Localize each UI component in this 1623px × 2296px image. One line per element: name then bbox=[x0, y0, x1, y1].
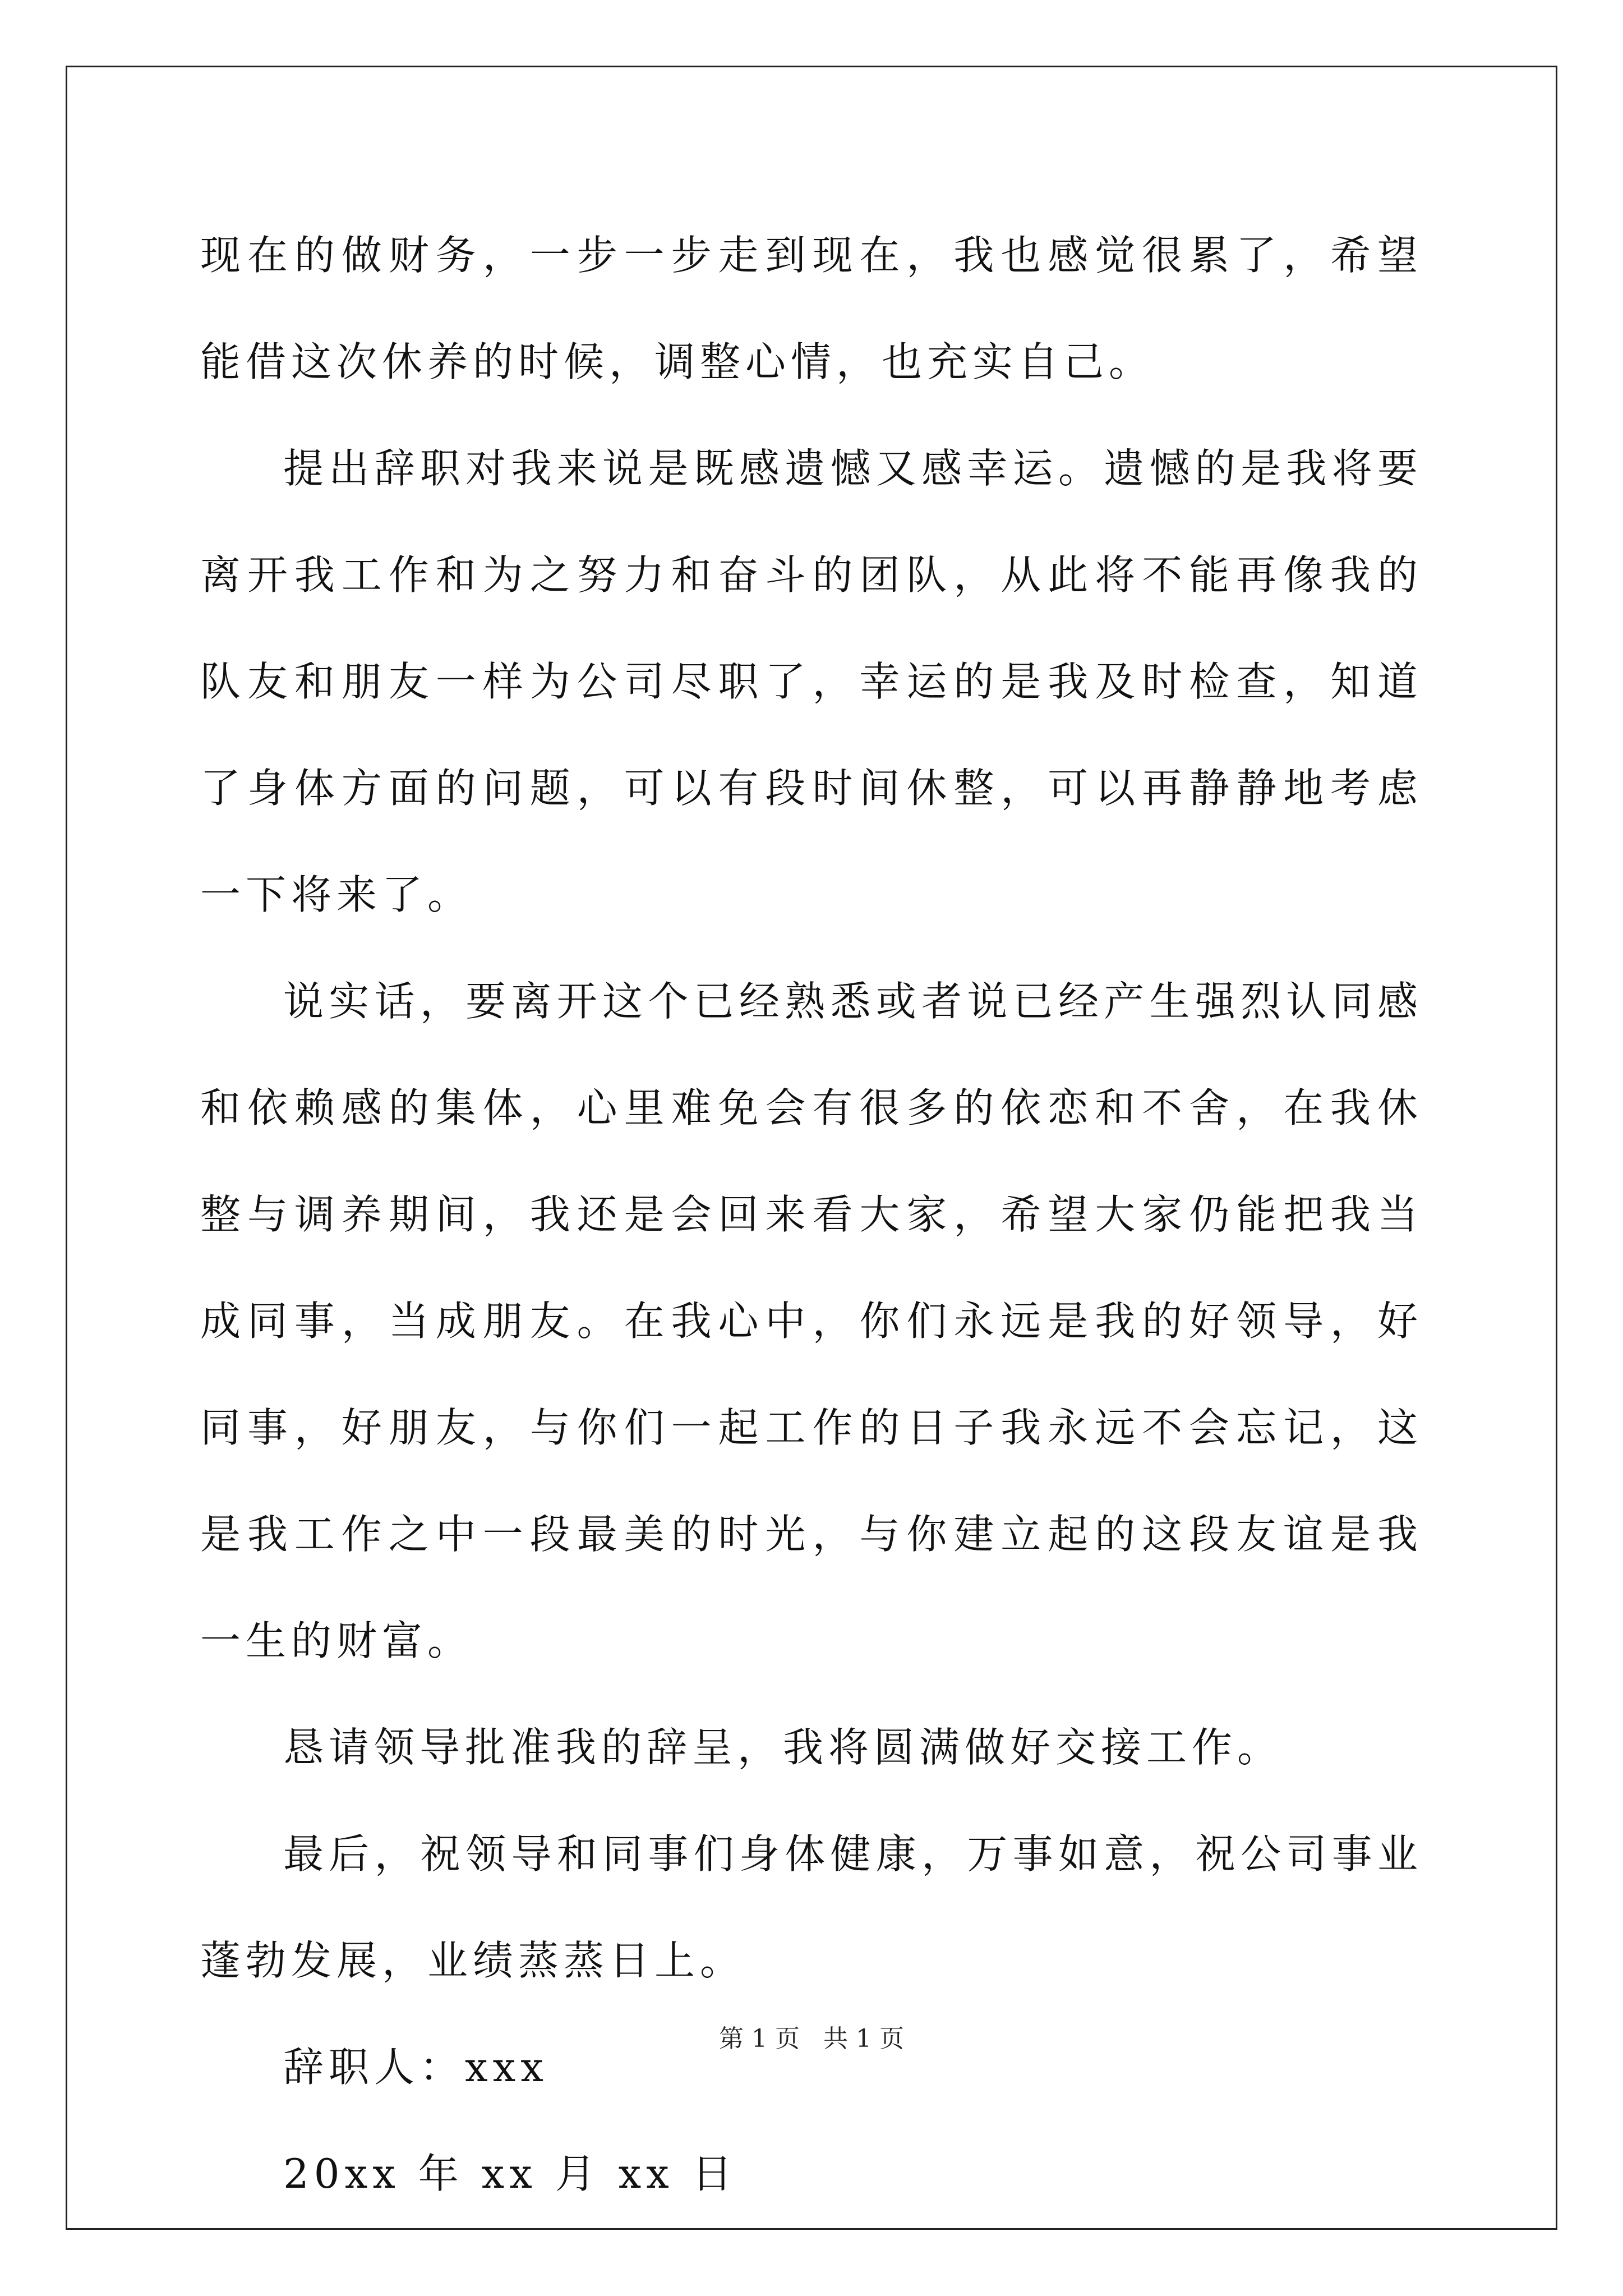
date-line: 20xx 年 xx 月 xx 日 bbox=[283, 2150, 737, 2197]
paragraph: 恳请领导批准我的辞呈，我将圆满做好交接工作。 bbox=[283, 1724, 1283, 1771]
letter-body bbox=[200, 202, 1423, 2227]
page-number-footer: 第 1 页 共 1 页 bbox=[719, 2024, 904, 2053]
paragraph: 说实话，要离开这个已经熟悉或者说已经产生强烈认同感和依赖感的集体，心里难免会有很多的依恋和不舍，在我休整与调养期间，我还是会回来看大家，希望大家仍能把我当成同事，当成朋友。在我心中，你们永远是我的好领导，好同事，好朋友，与你们一起工作的日子我永远不会忘记，这是我工作之中一段最美的时光，与你建立起的这段友谊是我一生的财富。 bbox=[200, 978, 1423, 1664]
paragraph: 最后，祝领导和同事们身体健康，万事如意，祝公司事业蓬勃发展，业绩蒸蒸日上。 bbox=[200, 1830, 1423, 1984]
paragraph: 现在的做财务，一步一步走到现在，我也感觉很累了，希望能借这次休养的时候，调整心情，也充实自己。 bbox=[200, 232, 1423, 385]
paragraph: 提出辞职对我来说是既感遗憾又感幸运。遗憾的是我将要离开我工作和为之努力和奋斗的团队，从此将不能再像我的队友和朋友一样为公司尽职了，幸运的是我及时检查，知道了身体方面的问题，可以有段时间休整，可以再静静地考虑一下将来了。 bbox=[200, 445, 1423, 918]
signer-line: 辞职人：xxx bbox=[283, 2044, 548, 2091]
